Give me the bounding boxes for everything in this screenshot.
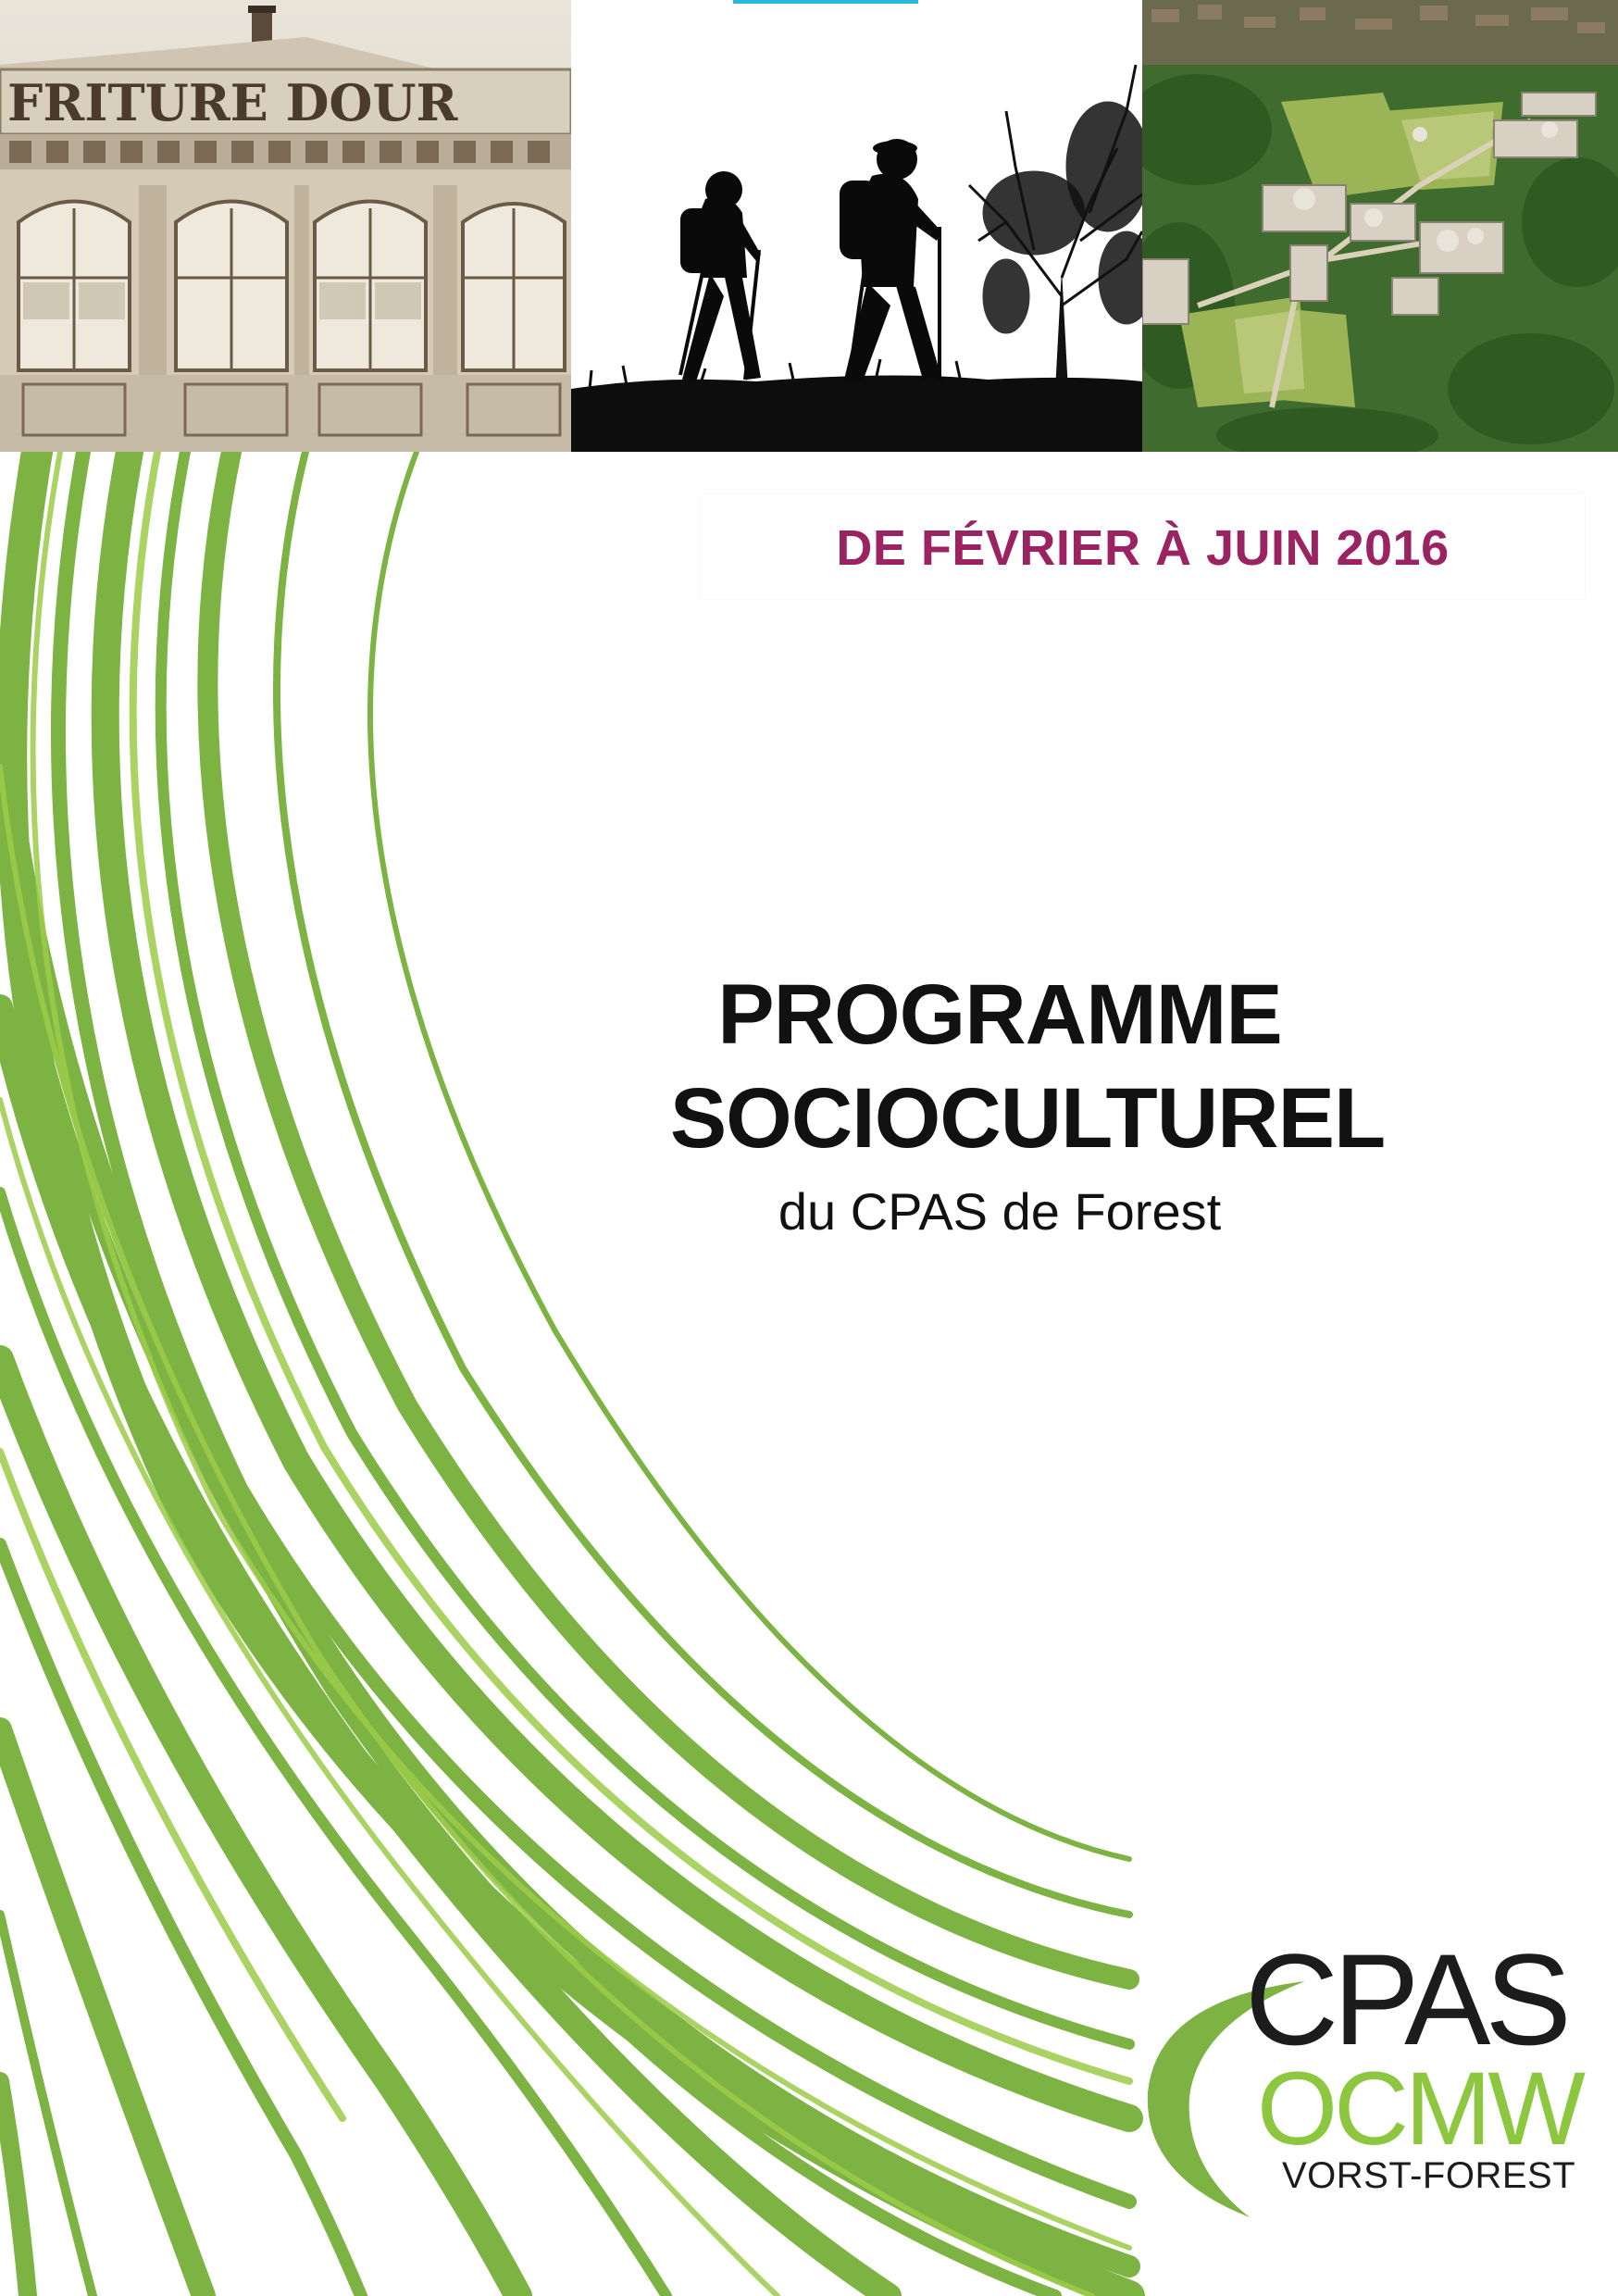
logo-vorst-forest-text: VORST-FOREST <box>1282 2155 1576 2196</box>
logo-ocmw-text: OCMW <box>1257 2051 1583 2166</box>
title-block <box>518 963 1537 1242</box>
logo-cpas-text: CPAS <box>1245 1927 1566 2072</box>
friterie-facade-photo <box>0 0 571 452</box>
date-range-text: DE FÉVRIER À JUIN 2016 <box>836 520 1450 576</box>
hikers-silhouette-photo <box>571 0 1142 452</box>
cpas-ocmw-logo <box>1120 1927 1601 2231</box>
date-banner <box>701 493 1585 599</box>
aerial-observatory-photo <box>1142 0 1618 452</box>
title-line-programme: PROGRAMME <box>717 967 1282 1062</box>
header-photo-strip <box>0 0 1618 452</box>
subtitle-cpas-forest: du CPAS de Forest <box>778 1182 1222 1241</box>
title-line-socioculturel: SOCIOCULTUREL <box>669 1071 1386 1166</box>
friterie-sign-text: FRITURE DOUR <box>7 73 458 132</box>
